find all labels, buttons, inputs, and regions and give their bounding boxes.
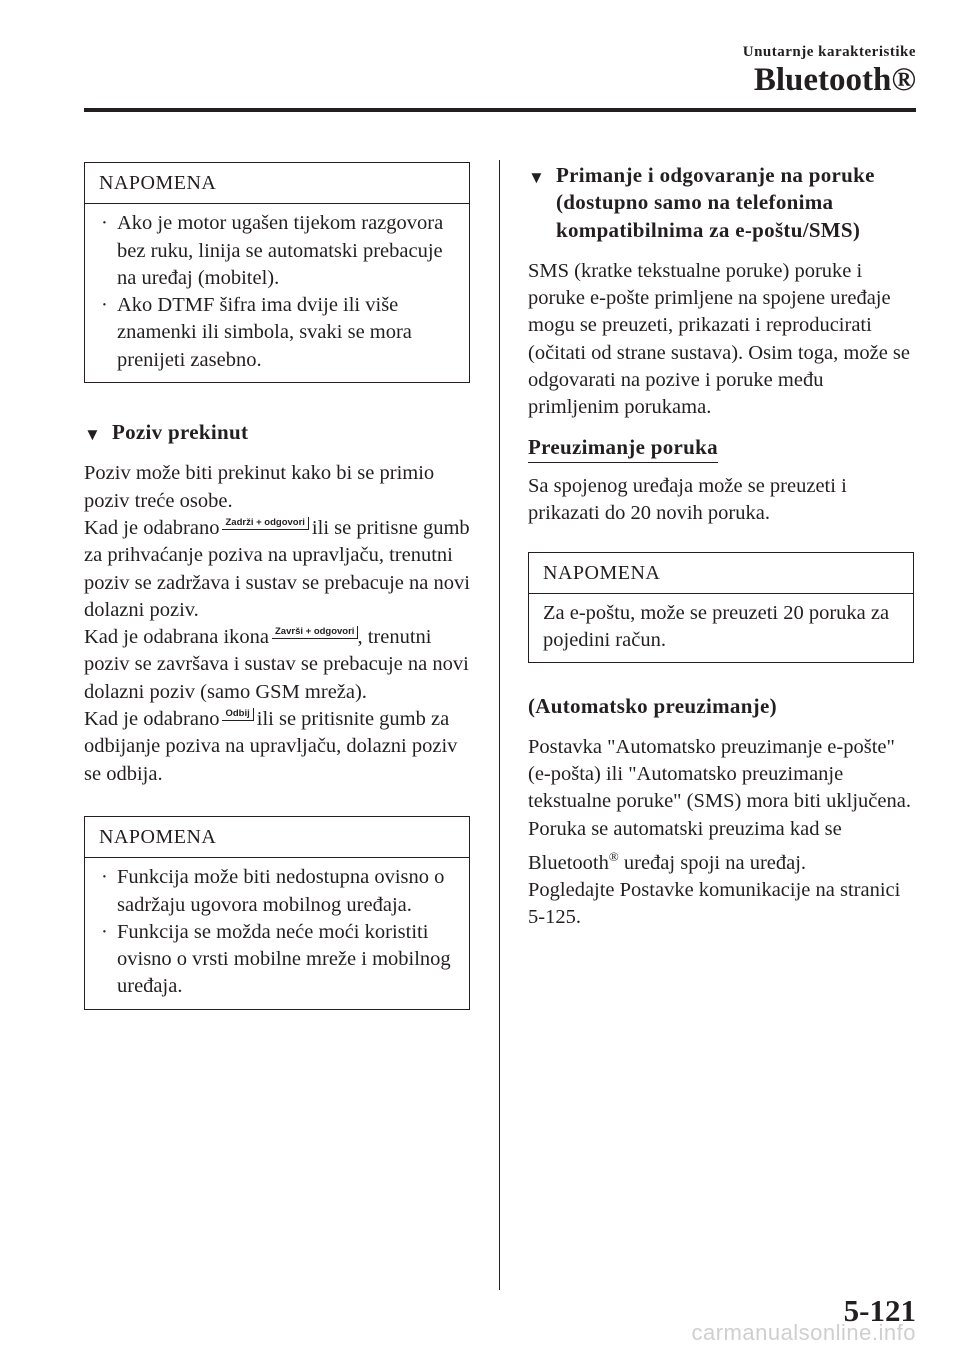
note-body [85,858,469,1008]
sub-heading-auto-download: (Automatsko preuzimanje) [528,694,777,719]
right-column [528,162,914,932]
left-column [84,162,470,1010]
triangle-bullet-icon: ▼ [84,425,102,445]
heading-text: Primanje i odgovaranje na poruke (dostupno samo na telefonima kompatibilnima za e-poštu/SMS) [556,163,875,242]
note-box-2 [84,816,470,1010]
sub-heading-download: Preuzimanje poruka [528,434,718,463]
paragraph: Poziv može biti prekinut kako bi se primio poziv treće osobe. [84,462,435,512]
section-title: Unutarnje karakteristike [742,44,916,60]
note-box-3 [528,552,914,664]
end-answer-button: Završi + odgovori [272,626,358,639]
paragraph: Kad je odabrano Odbij ili se pritisnite gumb za odbijanje poziva na upravljaču, dolazni poziv se odbija. [84,708,458,785]
header-rule [84,108,916,112]
note-title: NAPOMENA [85,163,469,204]
note-title: NAPOMENA [85,817,469,858]
column-divider [499,160,500,1290]
note-title: NAPOMENA [529,553,913,594]
hold-answer-button: Zadrži + odgovori [222,517,308,530]
triangle-bullet-icon: ▼ [528,168,546,187]
paragraph: Kad je odabrano Zadrži + odgovori ili se pritisne gumb za prihvaćanje poziva na upravljaču, trenutni poziv se zadržava i sustav se prebacuje na novi dolazni poziv. [84,516,470,621]
note-body [85,204,469,382]
note-body [529,594,913,663]
note-box-1 [84,162,470,383]
page-number: 5-121 [843,1293,916,1328]
reject-button: Odbij [222,708,253,721]
paragraph: Sa spojenog uređaja može se preuzeti i prikazati do 20 novih poruka. [528,474,847,525]
note-text: Za e-poštu, može se preuzeti 20 poruka za pojedini račun. [543,601,890,652]
section-heading-messages [528,162,914,244]
paragraph: SMS (kratke tekstualne poruke) poruke i poruke e-pošte primljene na spojene uređaje mogu se preuzeti, prikazati i reproducirati (očitati od strane sustava). Osim toga, može se odgovarati na pozive i poruke među primljenim porukama. [528,259,910,419]
note-item: · Funkcija može biti nedostupna ovisno o sadržaju ugovora mobilnog uređaja. [99,864,459,919]
note-item: · Ako DTMF šifra ima dvije ili više znamenki ili simbola, svaki se mora prenijeti zasebno. [99,292,459,374]
paragraph: Kad je odabrana ikona Završi + odgovori , trenutni poziv se završava i sustav se prebacuje na novi dolazni poziv (samo GSM mreža). [84,626,469,703]
page-title: Bluetooth® [753,62,916,98]
heading-text: Poziv prekinut [112,420,249,445]
paragraph: Pogledajte Postavke komunikacije na stranici 5-125. [528,879,901,929]
section-heading-call-interrupted [84,419,470,446]
paragraph: Postavka "Automatsko preuzimanje e-pošte" (e-pošta) ili "Automatsko preuzimanje tekstualne poruke" (SMS) mora biti uključena. Poruka se automatski preuzima kad se Bluetooth® uređaj spoji na uređaj. [528,735,911,874]
note-item: · Funkcija se možda neće moći koristiti ovisno o vrsti mobilne mreže i mobilnog uređaja. [99,919,459,1001]
note-item: · Ako je motor ugašen tijekom razgovora bez ruku, linija se automatski prebacuje na uređaj (mobitel). [99,210,459,292]
footer-watermark: carmanualsonline.info [691,1320,916,1345]
